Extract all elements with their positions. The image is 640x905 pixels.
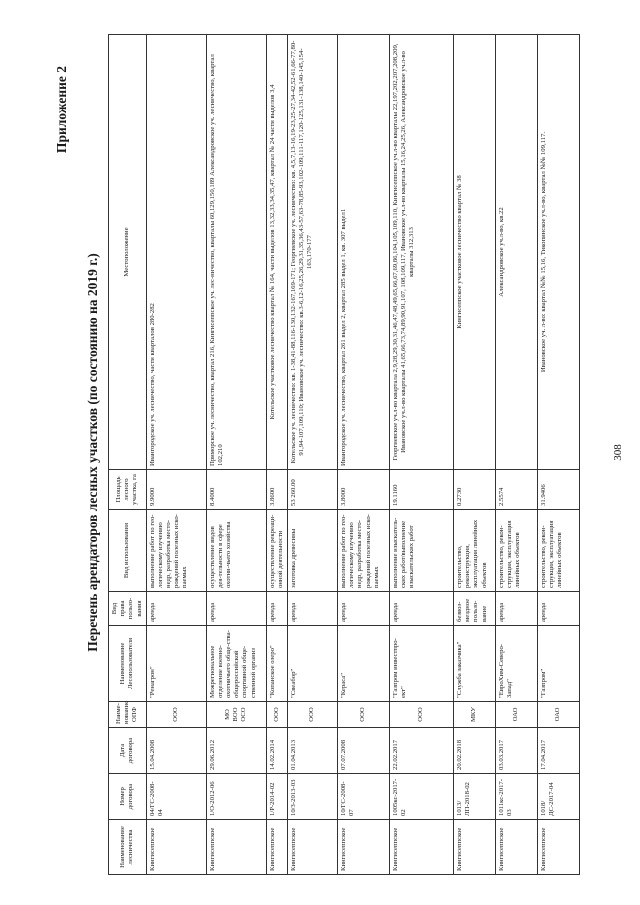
cell-opf: ООО — [146, 702, 206, 728]
cell-contract-number: 1018/ДС-2017-04 — [538, 774, 580, 820]
cell-opf: ООО — [390, 702, 454, 728]
col-header-opf: Наиме-нование ОПФ — [109, 702, 147, 728]
cell-use-type: строительство, рекон-струкция, эксплуатация линейных объектов — [496, 510, 538, 592]
table-header-row — [109, 35, 147, 875]
cell-user-name: Межрегиональное отделение военно-охотничьего обще-ства-общероссийской спортивной обще-ственной организ — [206, 626, 266, 702]
cell-forestry: Кингисеппское — [496, 820, 538, 875]
cell-user-name: "Служба заказчика" — [454, 626, 496, 702]
cell-right-type: аренда — [496, 592, 538, 626]
cell-contract-number: 1/Р-2014-02 — [266, 774, 287, 820]
cell-contract-date: 14.02.2014 — [266, 728, 287, 774]
cell-area: 9.9000 — [146, 470, 206, 510]
cell-contract-number: 10/ГС-2008-07 — [338, 774, 390, 820]
table-row — [266, 35, 287, 875]
cell-use-type: выполнение изыскатель-ских работ/выполнение изыскательских работ — [390, 510, 454, 592]
cell-right-type: аренда — [288, 592, 338, 626]
cell-area: 3.8000 — [338, 470, 390, 510]
table-row — [538, 35, 580, 875]
cell-contract-number: 10/З-2013-03 — [288, 774, 338, 820]
col-header-forestry: Наименование лесничества — [109, 820, 147, 875]
cell-contract-number: 1005кс-2017-02 — [390, 774, 454, 820]
table-row — [496, 35, 538, 875]
cell-area: 0.2730 — [454, 470, 496, 510]
cell-use-type: выполнение работ по гео-логическому изучению недр, разработка место-рождений полезных иско-паемых — [338, 510, 390, 592]
table-row — [146, 35, 206, 875]
col-header-contract-date: Дата договора — [109, 728, 147, 774]
cell-forestry: Кингисеппское — [206, 820, 266, 875]
cell-area: 8.4000 — [206, 470, 266, 510]
cell-user-name: "Копанское озеро" — [266, 626, 287, 702]
cell-area: 31.9406 — [538, 470, 580, 510]
cell-opf: ОАО — [496, 702, 538, 728]
cell-right-type: аренда — [146, 592, 206, 626]
cell-forestry: Кингисеппское — [338, 820, 390, 875]
col-header-use-type: Вид использования — [109, 510, 147, 592]
cell-area: 19.1160 — [390, 470, 454, 510]
cell-contract-number: 1011кс-2017-03 — [496, 774, 538, 820]
col-header-user-name: Наименование Лесопользователя — [109, 626, 147, 702]
table-row — [206, 35, 266, 875]
cell-contract-date: 17.04.2017 — [538, 728, 580, 774]
cell-user-name: "Газпром инвестпро-ект" — [390, 626, 454, 702]
cell-forestry: Кингисеппское — [266, 820, 287, 875]
cell-area: 3.8600 — [266, 470, 287, 510]
cell-use-type: осуществление видов дея-тельности в сфере охотни-чьего хозяйства — [206, 510, 266, 592]
cell-user-name: "Кераса" — [338, 626, 390, 702]
cell-forestry: Кингисеппское — [454, 820, 496, 875]
cell-right-type: аренда — [206, 592, 266, 626]
col-header-contract-number: Номер договора — [109, 774, 147, 820]
cell-location: Ивановское уч. л-во: квартал №№ 15,16, Тикопинское уч.л-во, квартал №№ 109,117. — [538, 35, 580, 470]
cell-location: Приморское уч. лесничество, квартал 216, Кингисеппское уч. лес-ничество, кварталы 60,129,150,189 Александровское уч. лесничество, квартал 102,210 — [206, 35, 266, 470]
cell-contract-date: 03.03.2017 — [496, 728, 538, 774]
cell-opf: МО ВОО ОСО — [206, 702, 266, 728]
table-row — [454, 35, 496, 875]
cell-right-type: аренда — [538, 592, 580, 626]
cell-use-type: заготовка древесины — [288, 510, 338, 592]
cell-user-name: "Газпром" — [538, 626, 580, 702]
cell-opf: ООО — [288, 702, 338, 728]
cell-use-type: строительство, реконструкция, эксплуатация линейных объектов — [454, 510, 496, 592]
cell-use-type: строительство, рекон-струкция, эксплуатация линейных объектов — [538, 510, 580, 592]
cell-forestry: Кингисеппское — [288, 820, 338, 875]
cell-opf: ООО — [338, 702, 390, 728]
cell-contract-date: 01.04.2013 — [288, 728, 338, 774]
page-number: 308 — [612, 444, 624, 461]
cell-forestry: Кингисеппское — [538, 820, 580, 875]
cell-user-name: "Ренагрон" — [146, 626, 206, 702]
cell-location: Котельское уч. лесничество: кв. 1-38,41-88,116-130,132-167,169-171; Георгиевское уч. лесничество: кв. 4,5,7,13-16,19-23,25-27,34-42,52-61,66-77,80-91,94-107,109,110; Ивановское уч. лесничество: кв.3-6,12-16,25,26,29,31,35,36,43-57,63-78,85-93,102-109,111-117,120-125,131-138,140-145,154-163,170-177 — [288, 35, 338, 470]
lessees-table — [108, 34, 580, 875]
table-row — [288, 35, 338, 875]
cell-opf: МКУ — [454, 702, 496, 728]
cell-use-type: осуществление рекреаци-онной деятельности — [266, 510, 287, 592]
table-row — [338, 35, 390, 875]
cell-user-name: "ЕвроХим-Северо-Запад" — [496, 626, 538, 702]
cell-location: Ивангородское уч. лесничество, части кварталов 280-282 — [146, 35, 206, 470]
cell-user-name: "Свеабор" — [288, 626, 338, 702]
cell-location: Ивангородское уч. лесничество, квартал 261 выдел 2, квартал 285 выдел 1, кв. 307 выдел1 — [338, 35, 390, 470]
cell-opf: ОАО — [538, 702, 580, 728]
col-header-location: Местоположение — [109, 35, 147, 470]
cell-use-type: выполнение работ по гео-логическому изучению недр, разработка место-рождений полезных иско-паемых — [146, 510, 206, 592]
cell-opf: ООО — [266, 702, 287, 728]
cell-contract-date: 20.02.2018 — [454, 728, 496, 774]
cell-location: Александровское уч.л-во, кв.22 — [496, 35, 538, 470]
cell-contract-date: 15.04.2008 — [146, 728, 206, 774]
cell-contract-date: 07.07.2008 — [338, 728, 390, 774]
page-title: Перечень арендаторов лесных участков (по состоянию на 2019 г.) — [85, 253, 100, 652]
cell-location: Георгиевское уч.л-во квартала 2,9,28,29,30,31,46,47,48,49,65,66,67,69,86,104,105,109,110, Кингисеппское уч.л-во кварталы 22,197,202,207,208,209, Ивановское уч.л-во кварталы 41,65,66,73,74,89,90,91,107, 108,109,117, Ивановское уч.л-во кварталы 15,16,24,25,26, Александровское уч.л-во кварталы 312,313 — [390, 35, 454, 470]
table-row — [390, 35, 454, 875]
cell-right-type: безвоз-мездное пользо-вание — [454, 592, 496, 626]
cell-location: Кингисеппское участковое лесничество квартал № 38 — [454, 35, 496, 470]
cell-contract-number: 04/ГС-2008-04 — [146, 774, 206, 820]
cell-contract-number: 1013/ЛП-2018-02 — [454, 774, 496, 820]
cell-contract-number: 1/О-2012-06 — [206, 774, 266, 820]
cell-area: 53 260.00 — [288, 470, 338, 510]
cell-location: Котельское участковое лесничество квартал № 164, части выделов 13,32,33,34,35,47, квартал № 24 части выделов 3,4 — [266, 35, 287, 470]
cell-right-type: аренда — [266, 592, 287, 626]
appendix-label: Приложение 2 — [54, 66, 69, 154]
cell-area: 2.5574 — [496, 470, 538, 510]
cell-right-type: аренда — [390, 592, 454, 626]
cell-contract-date: 29.06.2012 — [206, 728, 266, 774]
cell-forestry: Кингисеппское — [390, 820, 454, 875]
cell-forestry: Кингисеппское — [146, 820, 206, 875]
col-header-area: Площадь лесного участка, га — [109, 470, 147, 510]
cell-contract-date: 22.02.2017 — [390, 728, 454, 774]
cell-right-type: аренда — [338, 592, 390, 626]
col-header-right-type: Вид права пользо-вания — [109, 592, 147, 626]
